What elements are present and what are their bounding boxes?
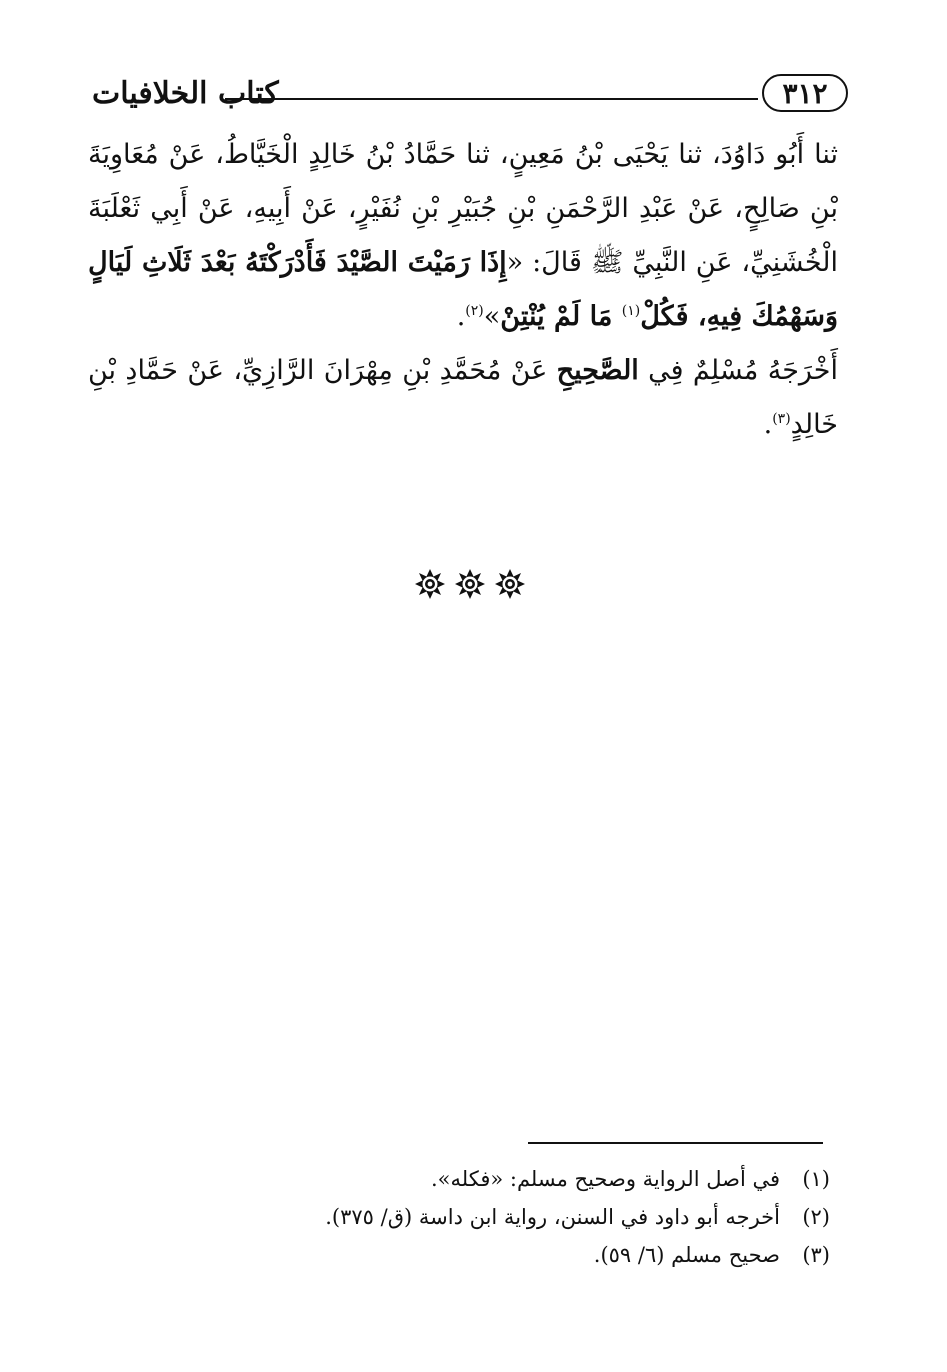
ornament-icon [454,568,486,600]
isnad-text: ثنا أَبُو دَاوُدَ، ثنا يَحْيَى بْنُ مَعِينٍ، ثنا حَمَّادُ بْنُ خَالِدٍ الْخَيَّاطُ، عَنْ مُعَاوِيَةَ بْنِ صَالِحٍ، عَنْ عَبْدِ الرَّحْمَنِ بْنِ جُبَيْرِ بْنِ نُفَيْرٍ، عَنْ أَبِيهِ، عَنْ أَبِي ثَعْلَبَةَ الْخُشَنِيِّ، عَنِ النَّبِيِّ ﷺ قَالَ: « [88,139,838,278]
footnote-item [200,1160,830,1198]
ornament-icon [494,568,526,600]
section-separator [370,568,570,608]
footnote-ref-3[interactable]: (٣) [772,411,791,427]
sahih-title: الصَّحِيحِ [556,355,639,386]
takhrij-paragraph [88,344,838,452]
footnote-number: (٣) [802,1243,830,1267]
ornament-icon [414,568,446,600]
paragraph-end: . [763,409,773,440]
quote-close: » [483,301,501,332]
footnote-number: (٢) [802,1205,830,1229]
header-divider [225,98,758,100]
footnote-item [200,1198,830,1236]
footnote-ref-2[interactable]: (٢) [465,303,484,319]
takhrij-text-2: عَنْ مُحَمَّدِ بْنِ مِهْرَانَ الرَّازِيِّ، عَنْ حَمَّادِ بْنِ خَالِدٍ [88,355,838,440]
takhrij-text: أَخْرَجَهُ مُسْلِمٌ فِي [638,355,838,386]
footnote-text: في أصل الرواية وصحيح مسلم: «فكله». [430,1167,780,1191]
footnote-divider [528,1142,823,1144]
paragraph-end: . [456,301,466,332]
page-header [80,70,850,120]
footnote-item [200,1236,830,1274]
page-number: ٣١٢ [762,74,848,112]
footnote-number: (١) [802,1167,830,1191]
footnote-text: أخرجه أبو داود في السنن، رواية ابن داسة (ق/ ٣٧٥). [325,1205,780,1229]
footnote-text: صحيح مسلم (٦/ ٥٩). [593,1243,780,1267]
footnote-ref-1[interactable]: (١) [621,303,641,319]
main-text [88,128,838,452]
hadith-paragraph [88,128,838,344]
book-title: كتاب الخلافيات [92,76,279,111]
hadith-quote: إِذَا رَمَيْتَ الصَّيْدَ فَأَدْرَكْتَهُ بَعْدَ ثَلَاثِ لَيَالٍ وَسَهْمُكَ فِيهِ، فَكُلْ [88,247,838,332]
footnotes [200,1160,830,1274]
hadith-quote-end: مَا لَمْ يُنْتِنْ [500,301,622,332]
